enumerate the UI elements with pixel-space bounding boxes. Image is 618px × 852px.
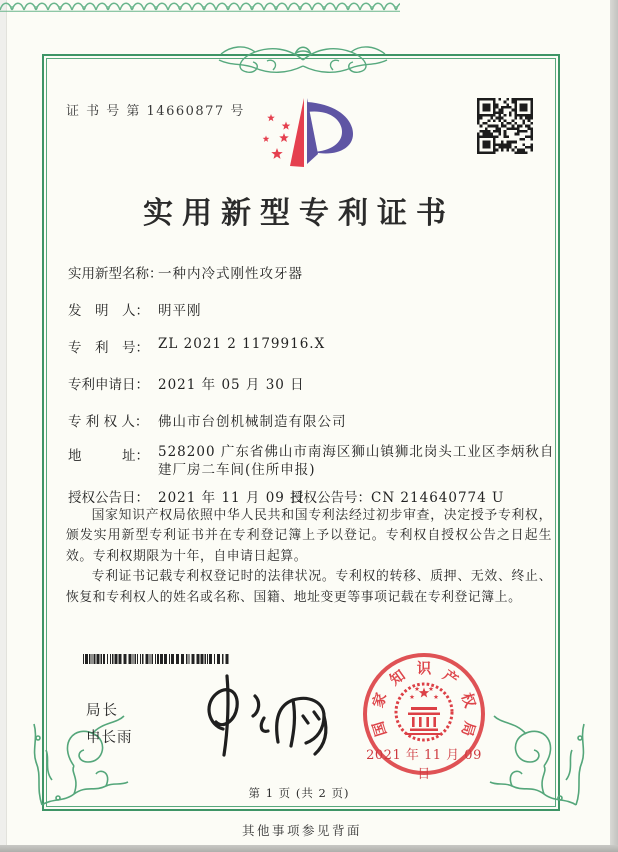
field-value: 528200 广东省佛山市南海区狮山镇狮北岗头工业区李炳秋自建厂房二车间(住所申报)	[158, 444, 555, 478]
grant-number-label: 授权公告号：	[290, 490, 371, 506]
legal-paragraph-2: 专利证书记载专利权登记时的法律状况。专利权的转移、质押、无效、终止、恢复和专利权人的姓名或名称、国籍、地址变更等事项记载在专利登记簿上。	[66, 569, 552, 605]
field-row-filing-date	[68, 373, 305, 393]
field-row-patentee	[68, 410, 347, 430]
field-row-name	[68, 262, 303, 282]
back-note: 其他事项参见背面	[241, 823, 362, 838]
field-value: 2021 年 11 月 09 日	[158, 490, 305, 506]
field-label: 地 址：	[68, 448, 149, 464]
grant-number-value: CN 214640774 U	[371, 490, 505, 506]
seal-char: 国	[370, 719, 391, 738]
signer-title: 局长	[86, 703, 119, 719]
field-value: ZL 2021 2 1179916.X	[158, 336, 326, 352]
grant-number	[290, 486, 504, 506]
legal-text	[66, 506, 552, 608]
photo-edge-bottom	[0, 845, 618, 852]
field-row-grant-date	[68, 486, 505, 506]
barcode	[83, 654, 229, 664]
field-value: 2021 年 05 月 30 日	[158, 377, 305, 393]
seal-date: 2021 年 11 月 09 日	[366, 748, 482, 782]
field-row-patent-no	[68, 336, 325, 356]
field-label: 授权公告日：	[68, 490, 149, 506]
legal-paragraph-1: 国家知识产权局依照中华人民共和国专利法经过初步审查，决定授予专利权，颁发实用新型专利证书并在专利登记簿上予以登记。专利权自授权公告之日起生效。专利权期限为十年，自申请日起算。	[66, 508, 552, 564]
photo-edge-right	[610, 0, 618, 852]
field-label: 专 利 权 人：	[68, 414, 149, 430]
signer-name: 申长雨	[86, 730, 133, 746]
seal-char: 产	[439, 667, 462, 689]
seal-char: 局	[457, 719, 478, 738]
seal-char: 识	[416, 661, 432, 678]
field-value: 一种内冷式刚性攻牙器	[158, 266, 303, 282]
qr-code	[477, 98, 533, 154]
field-value: 明平刚	[158, 303, 202, 319]
field-label: 实用新型名称：	[68, 266, 163, 282]
cnipa-logo-icon	[243, 86, 375, 170]
field-row-inventor	[68, 299, 202, 319]
certificate-title: 实用新型专利证书	[143, 196, 455, 231]
handwritten-signature	[175, 668, 335, 760]
seal-char: 权	[457, 691, 477, 710]
page-number: 第 1 页 (共 2 页)	[248, 786, 350, 800]
field-value: 佛山市台创机械制造有限公司	[158, 414, 347, 430]
seal-char: 知	[386, 667, 409, 689]
field-label: 专 利 号：	[68, 340, 149, 356]
seal-char: 家	[370, 691, 391, 710]
field-label: 专利申请日：	[68, 377, 149, 393]
field-label: 发 明 人：	[68, 303, 149, 319]
certificate-number: 证 书 号 第 14660877 号	[66, 104, 245, 119]
field-row-address	[68, 444, 556, 479]
